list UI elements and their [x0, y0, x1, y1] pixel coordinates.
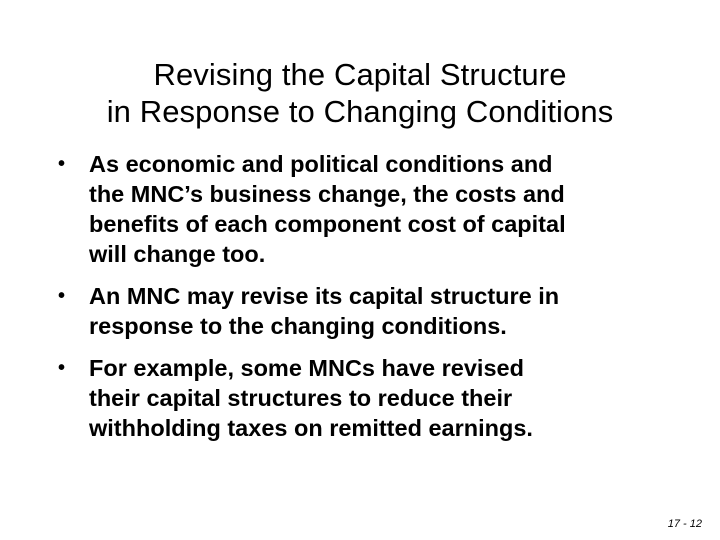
- bullet-text: [89, 353, 698, 443]
- bullet-line: For example, some MNCs have revised: [89, 355, 524, 381]
- bullet-dot-icon: •: [58, 285, 66, 307]
- bullet-item-2: [58, 281, 698, 341]
- bullet-line: benefits of each component cost of capital: [89, 211, 566, 237]
- bullet-item-3: [58, 353, 698, 443]
- bullet-item-1: [58, 149, 698, 269]
- bullet-text: [89, 149, 698, 269]
- slide-title: [0, 56, 720, 130]
- bullet-dot-icon: •: [58, 357, 66, 379]
- bullet-line: An MNC may revise its capital structure in: [89, 283, 560, 309]
- bullet-dot-icon: •: [58, 153, 66, 175]
- bullet-text: [89, 281, 698, 341]
- bullet-line: the MNC’s business change, the costs and: [89, 181, 565, 207]
- bullet-line: withholding taxes on remitted earnings.: [89, 415, 533, 441]
- slide-title-line-2: in Response to Changing Conditions: [106, 94, 614, 129]
- bullet-line: response to the changing conditions.: [89, 313, 507, 339]
- slide-title-line-1: Revising the Capital Structure: [153, 57, 567, 92]
- bullet-list: [58, 149, 698, 455]
- bullet-line: As economic and political conditions and: [89, 151, 553, 177]
- page-number: 17 - 12: [667, 518, 702, 530]
- bullet-line: their capital structures to reduce their: [89, 385, 513, 411]
- bullet-line: will change too.: [89, 241, 266, 267]
